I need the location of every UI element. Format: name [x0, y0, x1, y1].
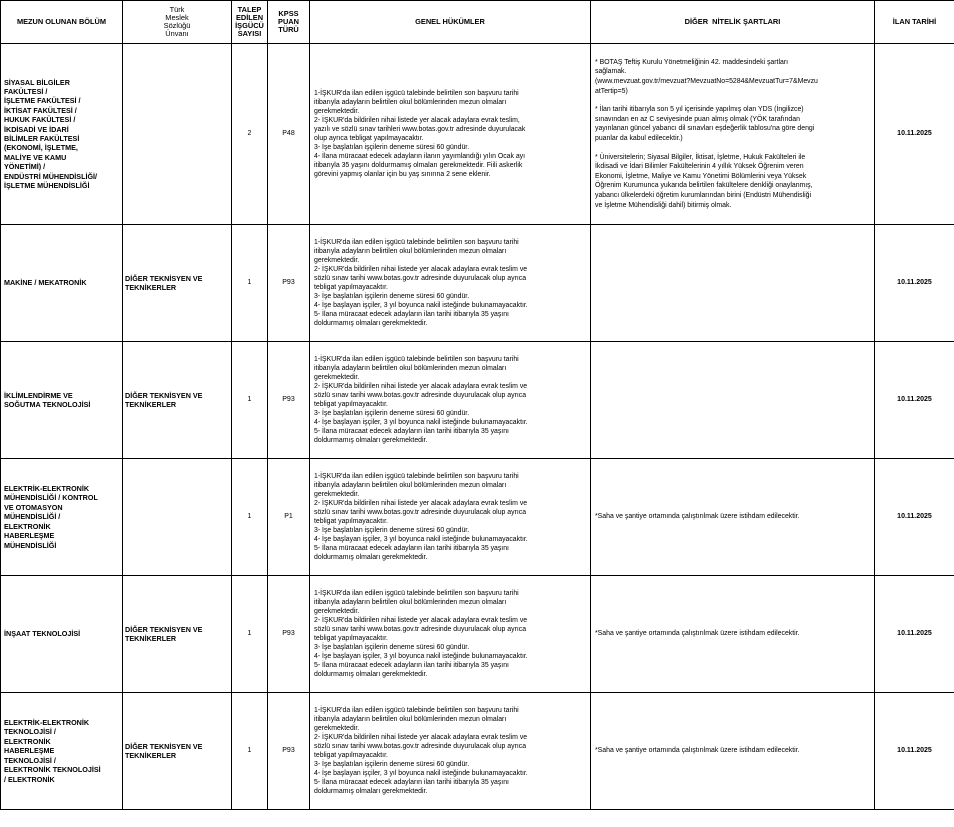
cell-diger-line: Öğrenim Kurumunca yukarıda belirtilen fakültelere denkliği onaylanmış, [595, 182, 813, 190]
cell-bolum-line: İKLİMLENDİRME VE [4, 390, 73, 400]
cell-kpss: P93 [268, 342, 310, 459]
cell-diger-line: yayınlanan güncel yabancı dil sınavları eşdeğerlik tablosu'na göre dengi [595, 125, 815, 133]
cell-genel-line: tebligat yapılmayacaktır. [314, 518, 388, 525]
cell-bolum-line: İNŞAAT TEKNOLOJİSİ [4, 629, 81, 639]
cell-bolum-line: İŞLETME MÜHENDİSLİĞİ [4, 181, 90, 191]
cell-genel-line: doldurmamış olmaları gerekmektedir. [314, 320, 428, 328]
cell-genel-line: 1-İŞKUR'da ilan edilen işgücü talebinde belirtilen son başvuru tarihi [314, 238, 519, 246]
cell-diger-line: *Saha ve şantiye ortamında çalıştırılmak üzere istihdam edilecektir. [595, 747, 800, 755]
cell-genel-line: 2- İŞKUR'da bildirilen nihai listede yer alacak adaylara evrak teslim ve [314, 499, 528, 507]
cell-diger-line: * İlan tarihi itibarıyla son 5 yıl içerisinde yapılmış olan YDS (İngilizce) [595, 106, 804, 114]
cell-diger [591, 576, 875, 693]
cell-talep: 1 [232, 576, 268, 693]
cell-genel-line: olup ayrıca tebligat yapılmayacaktır. [314, 135, 424, 142]
cell-bolum-line: SİYASAL BİLGİLER [4, 77, 70, 87]
cell-genel-line: 5- İlana müracaat edecek adayların ilan tarihi itibarıyla 35 yaşını [314, 779, 509, 787]
cell-genel [310, 225, 591, 342]
cell-tarih: 10.11.2025 [875, 459, 954, 576]
cell-bolum-line: ELEKTRİK-ELEKTRONİK [4, 718, 90, 728]
cell-genel-line: görevini yapmış olanlar için bu yaş sınırına 2 sene eklenir. [314, 171, 491, 179]
cell-kpss: P1 [268, 459, 310, 576]
cell-unvan [123, 693, 232, 810]
cell-bolum-line: İŞLETME FAKÜLTESİ / [4, 96, 81, 106]
cell-diger-line [595, 144, 872, 153]
cell-genel-line: 5- İlana müracaat edecek adayların ilan tarihi itibarıyla 35 yaşını [314, 545, 509, 553]
cell-tarih: 10.11.2025 [875, 693, 954, 810]
cell-talep: 1 [232, 693, 268, 810]
table-row [1, 44, 954, 225]
cell-genel-line: itibarıyla adayların belirtilen okul bölümlerinden mezun olmaları [314, 247, 507, 255]
cell-genel-line: gerekmektedir. [314, 724, 360, 732]
cell-genel-line: tebligat yapılmayacaktır. [314, 635, 388, 642]
cell-genel-line: itibarıyla adayların belirtilen okul bölümlerinden mezun olmaları [314, 598, 507, 606]
header-diger: DİĞER NİTELİK ŞARTLARI [591, 1, 875, 44]
cell-bolum [1, 342, 123, 459]
cell-genel-line: itibarıyla adayların belirtilen okul bölümlerinden mezun olmaları [314, 98, 507, 106]
cell-genel-line: 2- İŞKUR'da bildirilen nihai listede yer alacak adaylara evrak teslim ve [314, 265, 528, 273]
cell-talep: 1 [232, 342, 268, 459]
cell-genel-line: 1-İŞKUR'da ilan edilen işgücü talebinde belirtilen son başvuru tarihi [314, 355, 519, 363]
table-row [1, 342, 954, 459]
cell-bolum-line: ELEKTRONİK [4, 521, 51, 531]
header-unvan: Türk Meslek Sözlüğü Ünvanı [123, 1, 232, 44]
cell-genel-line: doldurmamış olmaları gerekmektedir. [314, 437, 428, 445]
cell-genel-line: gerekmektedir. [314, 107, 360, 115]
cell-genel-line: tebligat yapılmayacaktır. [314, 752, 388, 759]
cell-bolum-line: İKTİSAT FAKÜLTESİ / [4, 105, 77, 115]
cell-tarih: 10.11.2025 [875, 342, 954, 459]
cell-genel-line: tebligat yapılmayacaktır. [314, 284, 388, 291]
cell-genel-line: 4- İşe başlayan işçiler, 3 yıl boyunca nakil isteğinde bulunamayacaktır. [314, 302, 528, 310]
cell-diger-line: atTertip=5) [595, 87, 628, 95]
cell-tarih: 10.11.2025 [875, 576, 954, 693]
header-talep: TALEP EDİLEN İŞGÜCÜ SAYISI [232, 1, 268, 44]
cell-genel-line: 5- İlana müracaat edecek adayların ilan tarihi itibarıyla 35 yaşını [314, 662, 509, 670]
cell-bolum-line: TEKNOLOJİSİ / [4, 727, 56, 737]
cell-bolum-line: TEKNOLOJİSİ / [4, 755, 56, 765]
cell-bolum [1, 459, 123, 576]
cell-bolum-line: (EKONOMİ, İŞLETME, [4, 143, 78, 153]
cell-unvan [123, 342, 232, 459]
cell-bolum-line: ELEKTRONİK [4, 736, 51, 746]
cell-genel-line: doldurmamış olmaları gerekmektedir. [314, 788, 428, 796]
cell-genel-line: 3- İşe başlatılan işçilerin deneme süresi 60 gündür. [314, 527, 470, 535]
cell-genel-line: 2- İŞKUR'da bildirilen nihai listede yer alacak adaylara evrak teslim ve [314, 616, 528, 624]
cell-bolum-line: ENDÜSTRİ MÜHENDİSLİĞİ/ [4, 171, 98, 181]
cell-bolum-line: MÜHENDİSLİĞİ / KONTROL [4, 493, 98, 503]
header-genel: GENEL HÜKÜMLER [310, 1, 591, 44]
cell-diger-line: İkdisadi ve İdari Bilimler Fakültelerinin 4 yıllık Yüksek Öğrenim veren [595, 163, 804, 171]
cell-genel-line: doldurmamış olmaları gerekmektedir. [314, 554, 428, 562]
header-tarih: İLAN TARİHİ [875, 1, 954, 44]
cell-unvan [123, 576, 232, 693]
cell-genel-line: 2- İŞKUR'da bildirilen nihai listede yer alacak adaylara evrak teslim ve [314, 733, 528, 741]
cell-genel-line: 3- İşe başlatılan işçilerin deneme süresi 60 gündür. [314, 410, 470, 418]
cell-bolum-line: / ELEKTRONİK [4, 774, 55, 784]
cell-diger [591, 459, 875, 576]
cell-genel-line: 2- İŞKUR'da bildirilen nihai listede yer alacak adaylara evrak teslim, [314, 116, 520, 124]
cell-bolum-line: ELEKTRİK-ELEKTRONİK [4, 484, 90, 494]
cell-unvan-line: TEKNİKERLER [125, 634, 177, 643]
cell-genel-line: 4- İlana müracaat edecek adayların ilanın yayımlandığı yılın Ocak ayı [314, 153, 526, 161]
cell-bolum [1, 44, 123, 225]
cell-diger-line: *Saha ve şantiye ortamında çalıştırılmak üzere istihdam edilecektir. [595, 630, 800, 638]
cell-bolum-line: SOĞUTMA TEKNOLOJİSİ [4, 400, 91, 409]
cell-unvan-line: DİĞER TEKNİSYEN VE [125, 741, 203, 751]
cell-unvan-line: TEKNİKERLER [125, 283, 177, 292]
cell-genel-line: itibarıyla adayların belirtilen okul bölümlerinden mezun olmaları [314, 481, 507, 489]
cell-bolum-line: YÖNETİMİ) / [4, 162, 46, 172]
cell-diger [591, 44, 875, 225]
cell-unvan [123, 225, 232, 342]
cell-genel-line: sözlü sınav tarihi www.botas.gov.tr adresinde duyurulacak olup ayrıca [314, 625, 527, 633]
cell-genel-line: 4- İşe başlayan işçiler, 3 yıl boyunca nakil isteğinde bulunamayacaktır. [314, 419, 528, 427]
cell-genel-line: 1-İŞKUR'da ilan edilen işgücü talebinde belirtilen son başvuru tarihi [314, 706, 519, 714]
cell-diger-line: Ekonomi, İşletme, Maliye ve Kamu Yönetimi Bölümlerini veya Yüksek [595, 172, 807, 180]
cell-genel-line: 4- İşe başlayan işçiler, 3 yıl boyunca nakil isteğinde bulunamayacaktır. [314, 770, 528, 778]
cell-diger-line: * BOTAŞ Teftiş Kurulu Yönetmeliğinin 42. maddesindeki şartları [595, 58, 789, 66]
cell-talep: 1 [232, 225, 268, 342]
cell-genel-line: 3- İşe başlatılan işçilerin deneme süresi 60 gündür. [314, 761, 470, 769]
cell-genel-line: 5- İlana müracaat edecek adayların ilan tarihi itibarıyla 35 yaşını [314, 428, 509, 436]
cell-genel-line: 1-İŞKUR'da ilan edilen işgücü talebinde belirtilen son başvuru tarihi [314, 89, 519, 97]
cell-genel-line: itibarıyla 35 yaşını doldurmamış olmaları gerekmektedir. Fiili askerlik [314, 162, 523, 170]
table-row [1, 225, 954, 342]
cell-genel-line: gerekmektedir. [314, 373, 360, 381]
cell-genel-line: 3- İşe başlatılan işçilerin deneme süresi 60 gündür. [314, 293, 470, 301]
cell-talep: 1 [232, 459, 268, 576]
cell-kpss: P93 [268, 225, 310, 342]
cell-diger [591, 693, 875, 810]
cell-unvan-line: TEKNİKERLER [125, 400, 177, 409]
cell-genel-line: 4- İşe başlayan işçiler, 3 yıl boyunca nakil isteğinde bulunamayacaktır. [314, 536, 528, 544]
cell-diger-line: *Saha ve şantiye ortamında çalıştırılmak üzere istihdam edilecektir. [595, 513, 800, 521]
header-bolum: MEZUN OLUNAN BÖLÜM [1, 1, 123, 44]
cell-genel-line: itibarıyla adayların belirtilen okul bölümlerinden mezun olmaları [314, 715, 507, 723]
cell-genel-line: 1-İŞKUR'da ilan edilen işgücü talebinde belirtilen son başvuru tarihi [314, 589, 519, 597]
cell-diger-line: (www.mevzuat.gov.tr/mevzuat?MevzuatNo=5284&MevzuatTur=7&Mevzu [595, 78, 818, 86]
cell-diger-line: ve İşletme Mühendisliği dahil) bitirmiş olmak. [595, 201, 732, 209]
cell-bolum [1, 225, 123, 342]
cell-unvan-line: DİĞER TEKNİSYEN VE [125, 624, 203, 634]
cell-genel-line: tebligat yapılmayacaktır. [314, 401, 388, 408]
cell-genel-line: sözlü sınav tarihi www.botas.gov.tr adresinde duyurulacak olup ayrıca [314, 391, 527, 399]
cell-genel [310, 342, 591, 459]
table-row [1, 693, 954, 810]
cell-kpss: P93 [268, 576, 310, 693]
cell-bolum-line: VE OTOMASYON [4, 502, 63, 512]
cell-bolum-line: FAKÜLTESİ / [4, 86, 48, 96]
cell-bolum-line: İKDİSADİ VE İDARİ [4, 124, 69, 134]
cell-unvan-line: DİĞER TEKNİSYEN VE [125, 390, 203, 400]
cell-genel-line: 2- İŞKUR'da bildirilen nihai listede yer alacak adaylara evrak teslim ve [314, 382, 528, 390]
cell-genel-line: itibarıyla adayların belirtilen okul bölümlerinden mezun olmaları [314, 364, 507, 372]
cell-bolum [1, 576, 123, 693]
cell-genel-line: sözlü sınav tarihi www.botas.gov.tr adresinde duyurulacak olup ayrıca [314, 508, 527, 516]
cell-genel [310, 459, 591, 576]
cell-kpss: P93 [268, 693, 310, 810]
cell-unvan-line: DİĞER TEKNİSYEN VE [125, 273, 203, 283]
cell-bolum-line: ELEKTRONİK TEKNOLOJİSİ [4, 765, 101, 775]
table-row [1, 459, 954, 576]
cell-genel-line: 4- İşe başlayan işçiler, 3 yıl boyunca nakil isteğinde bulunamayacaktır. [314, 653, 528, 661]
cell-talep: 2 [232, 44, 268, 225]
header-row [1, 1, 954, 44]
cell-diger-line: yabancı ülkelerdeki öğretim kurumlarından birini (Endüstri Mühendisliği [595, 191, 812, 199]
cell-diger-line [595, 96, 872, 105]
cell-bolum-line: HABERLEŞME [4, 746, 55, 756]
cell-bolum-line: MALİYE VE KAMU [4, 152, 67, 162]
cell-bolum-line: HUKUK FAKÜLTESİ / [4, 115, 76, 125]
cell-genel [310, 693, 591, 810]
cell-bolum-line: MÜHENDİSLİĞİ / [4, 512, 61, 522]
cell-diger [591, 225, 875, 342]
cell-genel-line: gerekmektedir. [314, 256, 360, 264]
cell-genel-line: sözlü sınav tarihi www.botas.gov.tr adresinde duyurulacak olup ayrıca [314, 274, 527, 282]
cell-unvan [123, 44, 232, 225]
cell-genel-line: gerekmektedir. [314, 490, 360, 498]
cell-unvan [123, 459, 232, 576]
cell-diger-line: puanlar da kabul edilecektir.) [595, 135, 683, 142]
cell-genel-line: 1-İŞKUR'da ilan edilen işgücü talebinde belirtilen son başvuru tarihi [314, 472, 519, 480]
cell-unvan-line: TEKNİKERLER [125, 751, 177, 760]
cell-bolum-line: MAKİNE / MEKATRONİK [4, 278, 87, 288]
cell-genel-line: 3- İşe başlatılan işçilerin deneme süresi 60 gündür. [314, 144, 470, 152]
cell-bolum [1, 693, 123, 810]
cell-diger-line: * Üniversitelerin; Siyasal Bilgiler, İktisat, İşletme, Hukuk Fakülteleri ile [595, 153, 806, 161]
cell-bolum-line: HABERLEŞME [4, 531, 55, 541]
cell-bolum-line: MÜHENDİSLİĞİ [4, 540, 57, 550]
cell-genel-line: 3- İşe başlatılan işçilerin deneme süresi 60 gündür. [314, 644, 470, 652]
header-kpss: KPSS PUAN TÜRÜ [268, 1, 310, 44]
cell-diger [591, 342, 875, 459]
cell-genel-line: gerekmektedir. [314, 607, 360, 615]
cell-genel-line: 5- İlana müracaat edecek adayların ilan tarihi itibarıyla 35 yaşını [314, 311, 509, 319]
cell-kpss: P48 [268, 44, 310, 225]
cell-genel [310, 44, 591, 225]
cell-bolum-line: BİLİMLER FAKÜLTESİ [4, 134, 80, 143]
cell-tarih: 10.11.2025 [875, 225, 954, 342]
cell-diger-line: sağlamak. [595, 68, 627, 76]
cell-diger-line: sınavından en az C seviyesinde puan almış olmak (YÖK tarafından [595, 115, 800, 123]
cell-genel [310, 576, 591, 693]
cell-tarih: 10.11.2025 [875, 44, 954, 225]
cell-genel-line: sözlü sınav tarihi www.botas.gov.tr adresinde duyurulacak olup ayrıca [314, 742, 527, 750]
cell-genel-line: doldurmamış olmaları gerekmektedir. [314, 671, 428, 679]
cell-genel-line: yazılı ve sözlü sınav tarihleri www.botas.gov.tr adresinde duyurulacak [314, 125, 526, 133]
table-row [1, 576, 954, 693]
